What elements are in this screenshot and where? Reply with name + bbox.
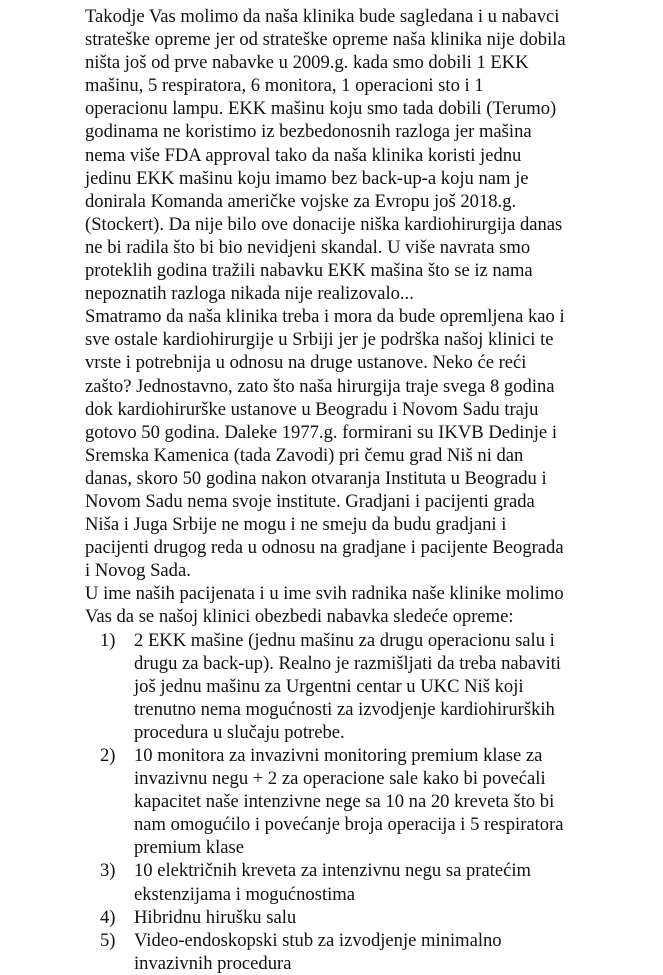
list-item-text-line: kapacitet naše intenzivne nege sa 10 na 20 kreveta što bi (134, 791, 555, 813)
text-line: mašinu, 5 respiratora, 6 monitora, 1 operacioni sto i 1 (85, 75, 484, 97)
text-line: nepoznatih razloga nikada nije realizovalo... (85, 283, 414, 305)
equipment-list (85, 629, 650, 975)
list-item-text-line: nam omogućilo i povećanje broja operacija i 5 respiratora (134, 814, 564, 836)
text-line: danas, skoro 50 godina nakon otvaranja Instituta u Beogradu i (85, 467, 547, 489)
paragraph (85, 582, 650, 628)
text-line: Takodje Vas molimo da naša klinika bude sagledana i u nabavci (85, 6, 560, 27)
text-line: proteklih godina tražili nabavku EKK mašina što se iz nama (85, 260, 533, 282)
text-line: pacijenti drugog reda u odnosu na gradjane i pacijente Beograda (85, 537, 564, 559)
text-line: Vas da se našoj klinici obezbedi nabavka sledeće opreme: (85, 606, 514, 628)
list-item-number: 1) (100, 629, 116, 651)
list-item (100, 929, 650, 975)
list-item-text-line: invazivnih procedura (134, 952, 292, 974)
text-line: i Novog Sada. (85, 560, 191, 582)
list-item-number: 5) (100, 929, 116, 951)
text-line: Smatramo da naša klinika treba i mora da bude opremljena kao i (85, 306, 565, 328)
list-item-text-line: 2 EKK mašine (jednu mašinu za drugu operacionu salu i (134, 629, 555, 651)
list-item-text-line: 10 monitora za invazivni monitoring premium klase za (134, 745, 543, 766)
list-item (100, 629, 650, 744)
list-item-number: 2) (100, 745, 116, 766)
list-item-text-line: drugu za back-up). Realno je razmišljati da treba nabaviti (134, 652, 561, 674)
list-item (100, 744, 650, 859)
paragraph (85, 5, 650, 305)
list-item-text-line: procedura u slučaju potrebe. (134, 721, 345, 743)
list-item (100, 906, 650, 929)
letter-body (85, 5, 650, 975)
list-item-text-line: invazivnu negu + 2 za operacione sale kako bi povećali (134, 768, 546, 790)
text-line: zašto? Jednostavno, zato što naša hirurgija traje svega 8 godina (85, 375, 555, 397)
text-line: ništa još od prve nabavke u 2009.g. kada smo dobili 1 EKK (85, 52, 529, 74)
list-item-text-line: trenutno nema mogućnosti za izvodjenje kardiohirurških (134, 698, 555, 720)
text-line: nema više FDA approval tako da naša klinika koristi jednu (85, 144, 522, 166)
text-line: godinama ne koristimo iz bezbedonosnih razloga jer mašina (85, 121, 532, 143)
list-item-text-line: premium klase (134, 837, 244, 859)
text-line: Niša i Juga Srbije ne mogu i ne smeju da budu gradjani i (85, 514, 507, 536)
text-line: dok kardiohirurške ustanove u Beogradu i Novom Sadu traju (85, 398, 539, 420)
list-item-text-line: 10 električnih kreveta za intenzivnu negu sa pratećim (134, 860, 532, 882)
text-line: vrste i potrebnija u odnosu na druge ustanove. Neko će reći (85, 352, 527, 374)
text-line: (Stockert). Da nije bilo ove donacije niška kardiohirurgija danas (85, 213, 563, 235)
list-item-text-line: još jednu mašinu za Urgentni centar u UKC Niš koji (134, 675, 524, 697)
text-line: U ime naših pacijenata i u ime svih radnika naše klinike molimo (85, 583, 564, 605)
list-item (100, 859, 650, 905)
text-line: sve ostale kardiohirurgije u Srbiji jer je podrška našoj klinici te (85, 329, 554, 351)
list-item-text-line: Video-endoskopski stub za izvodjenje minimalno (134, 929, 502, 951)
text-line: strateške opreme jer od strateške opreme naša klinika nije dobila (85, 29, 566, 51)
list-item-number: 4) (100, 906, 116, 928)
text-line: gotovo 50 godina. Daleke 1977.g. formirani su IKVB Dedinje i (85, 421, 557, 443)
list-item-text-line: Hibridnu hirušku salu (134, 906, 297, 928)
text-line: donirala Komanda američke vojske za Evropu još 2018.g. (85, 190, 517, 212)
list-item-number: 3) (100, 860, 116, 882)
list-item-text-line: ekstenzijama i mogućnostima (134, 883, 356, 905)
text-line: operacionu lampu. EKK mašinu koju smo tada dobili (Terumo) (85, 98, 557, 120)
text-line: ne bi radila što bi bio nevidjeni skandal. U više navrata smo (85, 236, 531, 258)
text-line: Sremska Kamenica (tada Zavodi) pri čemu grad Niš ni dan (85, 444, 524, 466)
paragraph (85, 305, 650, 582)
text-line: Novom Sadu nema svoje institute. Gradjani i pacijenti grada (85, 490, 535, 512)
text-line: jedinu EKK mašinu koju imamo bez back-up-a koju nam je (85, 167, 529, 189)
